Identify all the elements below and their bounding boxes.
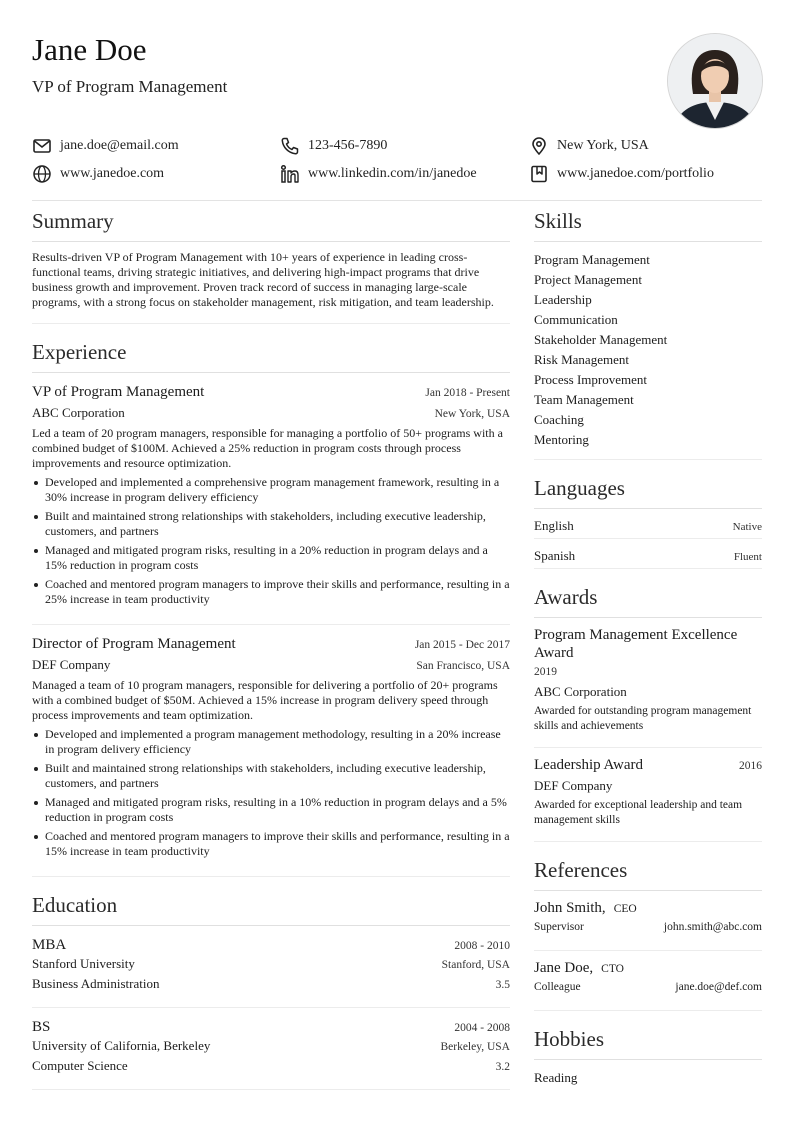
job-description: Managed a team of 10 program managers, responsible for delivering a portfolio of 20+ programs with a combined budget of $50M. Achieved a 15% increase in program delivery speed through process improvements and team optimization. bbox=[32, 678, 498, 722]
contact-linkedin[interactable] bbox=[280, 162, 477, 186]
linkedin-icon bbox=[280, 164, 300, 184]
bullet-item: Built and maintained strong relationships with stakeholders, including executive leadership, customers, and partners bbox=[32, 761, 510, 791]
skill-item: Program Management bbox=[534, 252, 650, 267]
job-bullets bbox=[32, 727, 510, 859]
award-org: DEF Company bbox=[534, 778, 613, 793]
bullet-item: Managed and mitigated program risks, resulting in a 10% reduction in program delays and a 5% reduction in program costs bbox=[32, 795, 510, 825]
phone-icon bbox=[280, 136, 300, 156]
languages-section bbox=[534, 474, 762, 569]
contact-email[interactable] bbox=[32, 134, 179, 158]
skill-item: Stakeholder Management bbox=[534, 332, 668, 347]
section-heading: Education bbox=[32, 893, 118, 917]
reference-item bbox=[534, 951, 762, 1010]
job-bullets bbox=[32, 475, 510, 607]
reference-item bbox=[534, 891, 762, 950]
resume-page bbox=[32, 0, 762, 1123]
candidate-name: Jane Doe bbox=[32, 32, 147, 67]
summary-section bbox=[32, 207, 510, 324]
gpa: 3.5 bbox=[495, 979, 510, 991]
reference-email[interactable]: john.smith@abc.com bbox=[663, 921, 762, 933]
edu-dates: 2008 - 2010 bbox=[454, 940, 510, 952]
skill-item: Risk Management bbox=[534, 352, 629, 367]
job-title: Director of Program Management bbox=[32, 636, 236, 652]
education-section bbox=[32, 891, 510, 1090]
job-dates: Jan 2015 - Dec 2017 bbox=[414, 639, 510, 651]
skills-list bbox=[534, 250, 762, 459]
skills-section bbox=[534, 207, 762, 460]
section-heading: Hobbies bbox=[534, 1027, 604, 1051]
section-heading: Skills bbox=[534, 209, 582, 233]
experience-item bbox=[32, 625, 510, 876]
contact-website[interactable] bbox=[32, 162, 164, 186]
section-heading: Languages bbox=[534, 476, 625, 500]
contact-info bbox=[32, 134, 762, 190]
globe-icon bbox=[32, 164, 52, 184]
bullet-item: Coached and mentored program managers to improve their skills and performance, resulting in a 15% increase in team productivity bbox=[32, 829, 510, 859]
bullet-item: Built and maintained strong relationships with stakeholders, including executive leadership, customers, and partners bbox=[32, 509, 510, 539]
envelope-icon bbox=[32, 136, 52, 156]
award-org: ABC Corporation bbox=[534, 684, 627, 699]
portfolio-text: www.janedoe.com/portfolio bbox=[557, 166, 714, 181]
location-text: New York, USA bbox=[557, 138, 649, 153]
summary-text: Results-driven VP of Program Management with 10+ years of experience in leading cross-functional teams, driving strategic initiatives, and delivering high-impact programs that drive business growth and improvement. Proven track record of success in managing large-scale programs, with a strong focus on stakeholder management, risk mitigation, and team leadership. bbox=[32, 250, 494, 309]
reference-email[interactable]: jane.doe@def.com bbox=[675, 981, 762, 993]
section-heading: Experience bbox=[32, 340, 127, 364]
job-company: DEF Company bbox=[32, 657, 111, 672]
contact-location bbox=[529, 134, 649, 158]
reference-relation: Supervisor bbox=[534, 921, 584, 933]
school: University of California, Berkeley bbox=[32, 1038, 211, 1053]
field-of-study: Computer Science bbox=[32, 1058, 128, 1073]
edu-location: Berkeley, USA bbox=[440, 1041, 510, 1053]
job-dates: Jan 2018 - Present bbox=[425, 387, 510, 399]
hobby-item: Reading bbox=[534, 1070, 578, 1085]
bullet-item: Developed and implemented a program management methodology, resulting in a 20% increase in program delivery efficiency bbox=[32, 727, 510, 757]
language-name: Spanish bbox=[534, 548, 576, 563]
linkedin-text: www.linkedin.com/in/janedoe bbox=[308, 166, 477, 181]
job-location: New York, USA bbox=[434, 408, 510, 420]
edu-dates: 2004 - 2008 bbox=[454, 1022, 510, 1034]
section-heading: Awards bbox=[534, 585, 598, 609]
skill-item: Mentoring bbox=[534, 432, 589, 447]
award-item bbox=[534, 618, 762, 747]
profile-photo bbox=[667, 33, 763, 129]
award-date: 2016 bbox=[739, 760, 762, 772]
hobbies-section bbox=[534, 1025, 762, 1088]
field-of-study: Business Administration bbox=[32, 976, 160, 991]
contact-portfolio[interactable] bbox=[529, 162, 714, 186]
skill-item: Communication bbox=[534, 312, 618, 327]
award-date: 2019 bbox=[534, 666, 557, 678]
degree: BS bbox=[32, 1019, 51, 1035]
school: Stanford University bbox=[32, 956, 135, 971]
edu-location: Stanford, USA bbox=[441, 959, 510, 971]
location-pin-icon bbox=[529, 136, 549, 156]
right-column bbox=[534, 207, 762, 1088]
experience-section bbox=[32, 338, 510, 877]
language-item bbox=[534, 539, 762, 569]
bookmark-icon bbox=[529, 164, 549, 184]
language-item bbox=[534, 509, 762, 539]
award-description: Awarded for exceptional leadership and team management skills bbox=[534, 799, 743, 826]
skill-item: Project Management bbox=[534, 272, 642, 287]
award-title: Program Management Excellence Award bbox=[534, 627, 738, 661]
reference-name: Jane Doe, bbox=[534, 960, 594, 976]
job-description: Led a team of 20 program managers, responsible for managing a portfolio of 50+ programs with a combined budget of $100M. Achieved a 25% reduction in program costs through process improvements and resource optimization. bbox=[32, 426, 503, 470]
language-level: Native bbox=[732, 521, 762, 533]
education-item bbox=[32, 1008, 510, 1089]
job-title: VP of Program Management bbox=[32, 384, 205, 400]
header-divider bbox=[32, 200, 762, 201]
language-level: Fluent bbox=[733, 551, 762, 563]
language-name: English bbox=[534, 518, 574, 533]
phone-text: 123-456-7890 bbox=[308, 138, 388, 153]
award-description: Awarded for outstanding program management skills and achievements bbox=[534, 705, 752, 732]
bullet-item: Developed and implemented a comprehensive program management framework, resulting in a 30% increase in program delivery efficiency bbox=[32, 475, 510, 505]
skill-item: Leadership bbox=[534, 292, 592, 307]
skill-item: Process Improvement bbox=[534, 372, 648, 387]
skill-item: Coaching bbox=[534, 412, 584, 427]
job-company: ABC Corporation bbox=[32, 405, 125, 420]
award-title: Leadership Award bbox=[534, 757, 643, 773]
candidate-title: VP of Program Management bbox=[32, 77, 228, 96]
reference-position: CTO bbox=[601, 963, 624, 975]
degree: MBA bbox=[32, 937, 67, 953]
references-section bbox=[534, 856, 762, 1011]
bullet-item: Coached and mentored program managers to improve their skills and performance, resulting in a 25% increase in team productivity bbox=[32, 577, 510, 607]
reference-name: John Smith, bbox=[534, 900, 606, 916]
gpa: 3.2 bbox=[495, 1061, 510, 1073]
reference-position: CEO bbox=[613, 903, 637, 915]
email-text: jane.doe@email.com bbox=[60, 138, 179, 153]
section-heading: References bbox=[534, 858, 628, 882]
contact-phone[interactable] bbox=[280, 134, 387, 158]
bullet-item: Managed and mitigated program risks, resulting in a 20% reduction in program delays and a 15% reduction in program costs bbox=[32, 543, 510, 573]
awards-section bbox=[534, 583, 762, 842]
left-column bbox=[32, 207, 510, 1090]
reference-relation: Colleague bbox=[534, 981, 581, 993]
skill-item: Team Management bbox=[534, 392, 634, 407]
education-item bbox=[32, 926, 510, 1007]
section-heading: Summary bbox=[32, 209, 114, 233]
website-text: www.janedoe.com bbox=[60, 166, 165, 181]
experience-item bbox=[32, 373, 510, 624]
award-item bbox=[534, 748, 762, 841]
job-location: San Francisco, USA bbox=[416, 660, 510, 672]
